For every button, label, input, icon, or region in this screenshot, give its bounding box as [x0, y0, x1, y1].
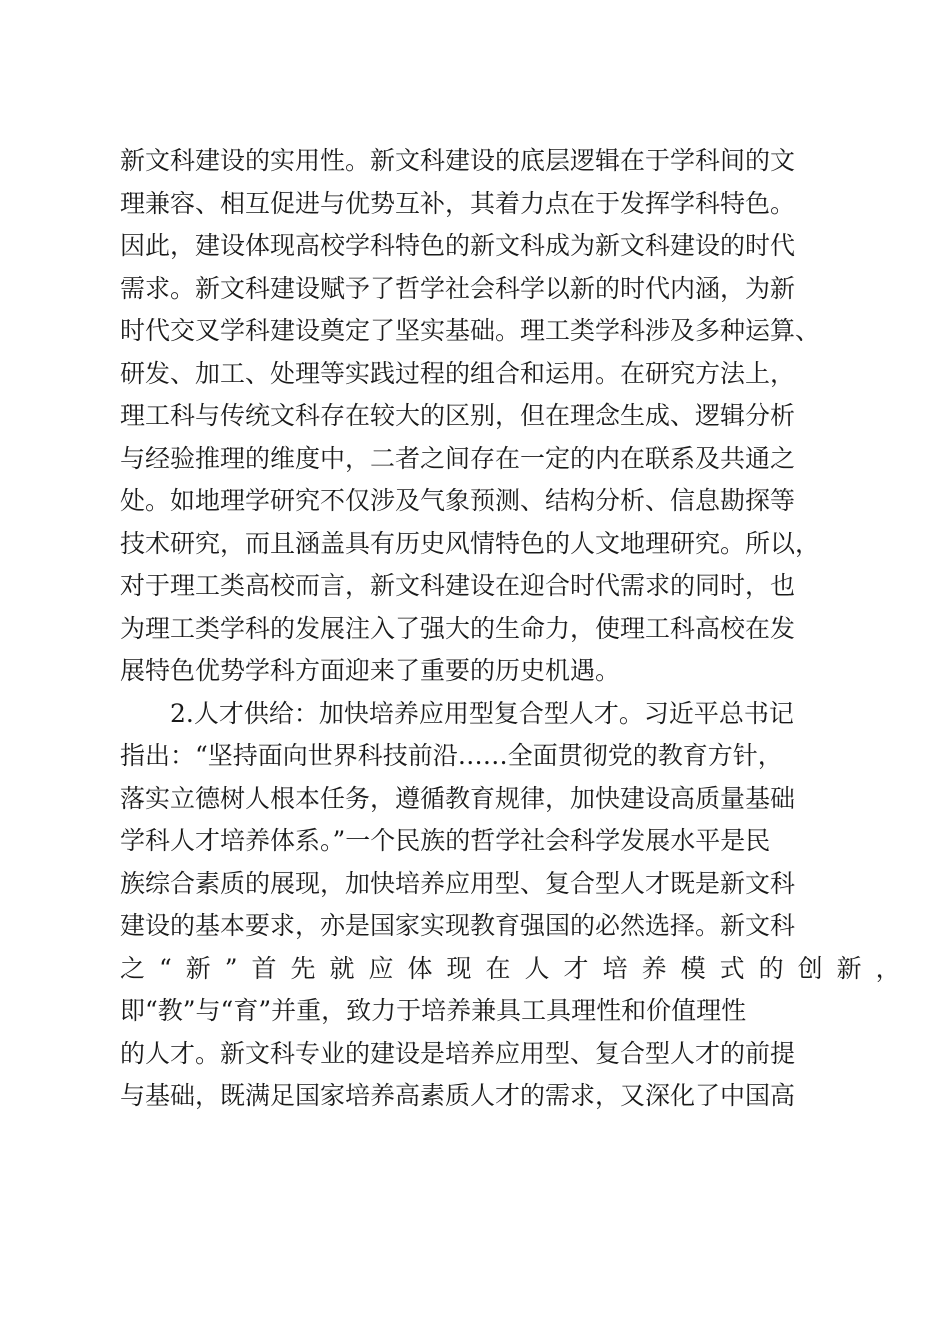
text-line: 之“新”首先就应体现在人才培养模式的创新，: [120, 953, 915, 983]
text-line: 新文科建设的实用性。新文科建设的底层逻辑在于学科间的文: [120, 146, 796, 175]
text-line: 需求。新文科建设赋予了哲学社会科学以新的时代内涵，为新: [120, 273, 796, 303]
text-line: 落实立德树人根本任务，遵循教育规律，加快建设高质量基础: [120, 783, 796, 813]
text-line: 展特色优势学科方面迎来了重要的历史机遇。: [120, 656, 621, 685]
text-line: 学科人才培养体系。”一个民族的哲学社会科学发展水平是民: [120, 826, 771, 855]
text-line: 技术研究，而且涵盖具有历史风情特色的人文地理研究。所以，: [120, 528, 821, 558]
text-line: 指出：“坚持面向世界科技前沿……全面贯彻党的教育方针，: [120, 741, 783, 770]
text-line: 研发、加工、处理等实践过程的组合和运用。在研究方法上，: [120, 358, 796, 388]
text-line: 与基础，既满足国家培养高素质人才的需求，又深化了中国高: [120, 1081, 796, 1110]
text-line: 即“教”与“育”并重，致力于培养兼具工具理性和价值理性: [120, 996, 747, 1025]
text-line: 与经验推理的维度中，二者之间存在一定的内在联系及共通之: [120, 443, 796, 473]
body-text: [120, 140, 915, 1118]
text-line: 理工科与传统文科存在较大的区别，但在理念生成、逻辑分析: [120, 401, 796, 430]
text-line: 的人才。新文科专业的建设是培养应用型、复合型人才的前提: [120, 1038, 796, 1068]
text-line: 为理工类学科的发展注入了强大的生命力，使理工科高校在发: [120, 613, 796, 643]
text-line: 处。如地理学研究不仅涉及气象预测、结构分析、信息勘探等: [120, 486, 796, 515]
text-line: 对于理工类高校而言，新文科建设在迎合时代需求的同时，也: [120, 571, 796, 600]
text-line: 因此，建设体现高校学科特色的新文科成为新文科建设的时代: [120, 231, 796, 260]
text-line: 族综合素质的展现，加快培养应用型、复合型人才既是新文科: [120, 868, 796, 898]
text-line: 建设的基本要求，亦是国家实现教育强国的必然选择。新文科: [120, 911, 796, 940]
section-heading-line: 2.人才供给：加快培养应用型复合型人才。习近平总书记: [170, 698, 794, 728]
text-line: 时代交叉学科建设奠定了坚实基础。理工类学科涉及多种运算、: [120, 316, 821, 345]
text-line: 理兼容、相互促进与优势互补，其着力点在于发挥学科特色。: [120, 188, 796, 218]
